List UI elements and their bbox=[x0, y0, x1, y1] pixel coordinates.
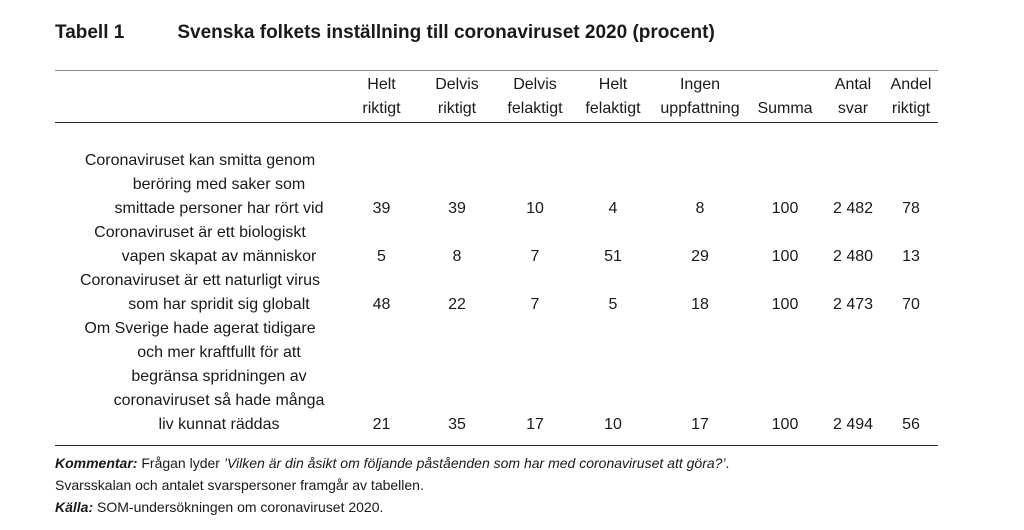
value-cell: 10 bbox=[526, 200, 544, 217]
statement-line: liv kunnat räddas bbox=[158, 416, 280, 433]
table-notes bbox=[55, 452, 938, 518]
value-cell: 39 bbox=[372, 200, 391, 217]
column-header-helt-felaktigt: Helt felaktigt bbox=[574, 71, 652, 123]
value-cell: 39 bbox=[448, 200, 466, 217]
value-cell: 2 494 bbox=[832, 416, 874, 433]
page-title: Svenska folkets inställning till coronaviruset 2020 (procent) bbox=[177, 22, 715, 43]
statement-line: beröring med saker som bbox=[132, 176, 306, 193]
comment-intro: Frågan lyder bbox=[137, 455, 224, 471]
column-header-ingen-uppfattning: Ingen uppfattning bbox=[652, 71, 748, 123]
statement-cell bbox=[55, 317, 345, 446]
column-header-delvis-riktigt: Delvis riktigt bbox=[418, 71, 496, 123]
value-cell: 8 bbox=[452, 248, 462, 265]
value-cell: 48 bbox=[372, 296, 391, 313]
value-cell: 2 480 bbox=[832, 248, 874, 265]
statement-column-header bbox=[55, 71, 345, 123]
value-cell: 100 bbox=[771, 416, 799, 433]
value-cell: 18 bbox=[691, 296, 709, 313]
value-cell: 100 bbox=[771, 248, 799, 265]
statement-line: vapen skapat av människor bbox=[121, 248, 317, 265]
value-cell: 56 bbox=[902, 416, 920, 433]
value-cell: 5 bbox=[608, 296, 618, 313]
value-cell: 17 bbox=[691, 416, 709, 433]
statement-line: Coronaviruset är ett naturligt virus bbox=[79, 272, 321, 289]
value-cell: 4 bbox=[608, 200, 618, 217]
value-cell: 100 bbox=[771, 200, 799, 217]
value-cell: 51 bbox=[604, 248, 622, 265]
value-cell: 21 bbox=[372, 416, 391, 433]
statement-line: som har spridit sig globalt bbox=[128, 296, 310, 313]
statement-cell bbox=[55, 269, 345, 317]
value-cell: 7 bbox=[530, 248, 540, 265]
column-header-delvis-felaktigt: Delvis felaktigt bbox=[496, 71, 574, 123]
statement-line: Om Sverige hade agerat tidigare bbox=[84, 320, 316, 337]
statement-line: smittade personer har rört vid bbox=[114, 200, 324, 217]
comment-end: . bbox=[725, 455, 730, 471]
table-row bbox=[55, 269, 938, 317]
source-text: SOM-undersökningen om coronaviruset 2020. bbox=[93, 499, 384, 515]
value-cell: 17 bbox=[526, 416, 544, 433]
table-row bbox=[55, 221, 938, 269]
statement-line: coronaviruset så hade många bbox=[113, 392, 325, 409]
value-cell: 70 bbox=[902, 296, 920, 313]
table-row bbox=[55, 123, 938, 222]
value-cell: 7 bbox=[530, 296, 540, 313]
source-note bbox=[55, 496, 938, 518]
value-cell: 78 bbox=[902, 200, 920, 217]
statement-line: begränsa spridningen av bbox=[131, 368, 307, 385]
statement-cell bbox=[55, 221, 345, 269]
comment-label: Kommentar: bbox=[55, 455, 138, 471]
column-header-summa: Summa bbox=[748, 71, 822, 123]
column-header-andel-riktigt: Andel riktigt bbox=[884, 71, 938, 123]
value-cell: 22 bbox=[448, 296, 466, 313]
value-cell: 2 473 bbox=[832, 296, 874, 313]
source-label: Källa: bbox=[55, 499, 94, 515]
value-cell: 8 bbox=[695, 200, 705, 217]
table-row bbox=[55, 317, 938, 446]
comment-note bbox=[55, 452, 938, 474]
table-caption bbox=[55, 20, 1024, 46]
statement-line: Coronaviruset kan smitta genom bbox=[84, 152, 316, 169]
column-header-antal-svar: Antal svar bbox=[822, 71, 884, 123]
value-cell: 29 bbox=[691, 248, 709, 265]
statistics-table bbox=[55, 70, 938, 446]
scale-note: Svarsskalan och antalet svarspersoner framgår av tabellen. bbox=[55, 477, 424, 493]
statement-line: och mer kraftfullt för att bbox=[137, 344, 301, 361]
statement-cell bbox=[55, 123, 345, 222]
value-cell: 10 bbox=[604, 416, 622, 433]
statement-line: Coronaviruset är ett biologiskt bbox=[94, 224, 306, 241]
header-row bbox=[55, 71, 938, 123]
value-cell: 13 bbox=[902, 248, 920, 265]
value-cell: 100 bbox=[771, 296, 799, 313]
column-header-helt-riktigt: Helt riktigt bbox=[345, 71, 418, 123]
table-number: Tabell 1 bbox=[55, 22, 125, 43]
value-cell: 5 bbox=[377, 248, 386, 265]
comment-quote: ’Vilken är din åsikt om följande påståenden som har med coronaviruset att göra?’ bbox=[223, 455, 726, 471]
value-cell: 2 482 bbox=[832, 200, 874, 217]
value-cell: 35 bbox=[448, 416, 466, 433]
